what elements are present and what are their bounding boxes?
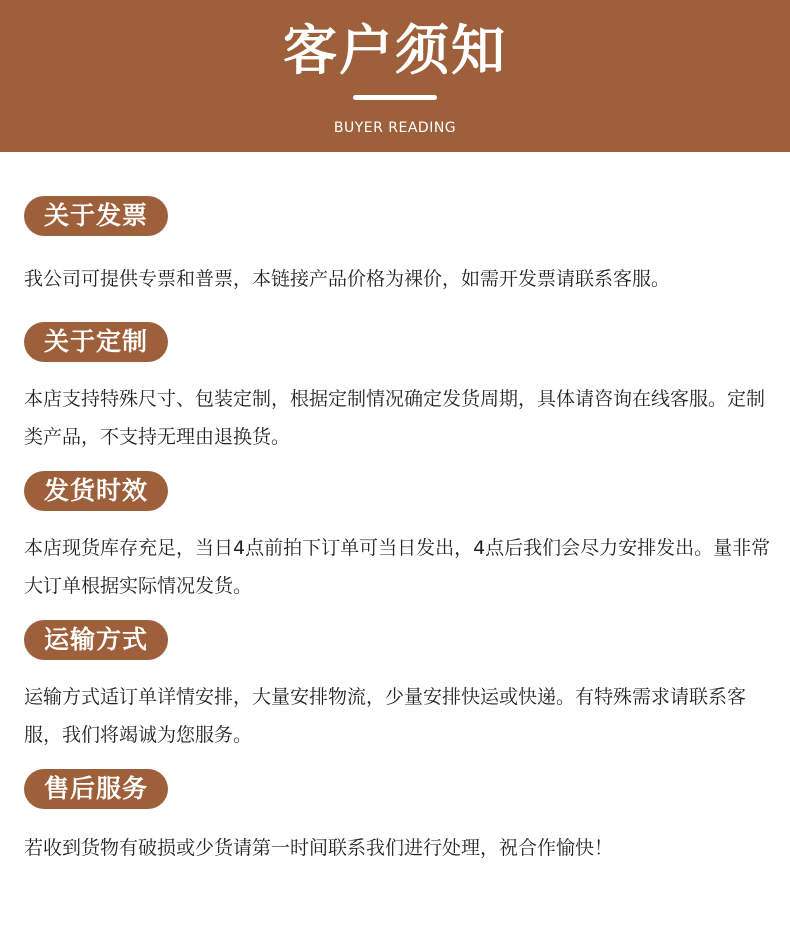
title-divider [353, 95, 437, 100]
section-after-sales [24, 769, 772, 867]
section-transport [24, 620, 772, 754]
section-shipping-time [24, 471, 772, 605]
section-heading-transport: 运输方式 [24, 620, 168, 660]
section-text-transport: 运输方式适订单详情安排，大量安排物流，少量安排快运或快递。有特殊需求请联系客服，我们将竭诚为您服务。 [24, 686, 747, 746]
section-text-customization: 本店支持特殊尺寸、包装定制，根据定制情况确定发货周期，具体请咨询在线客服。定制类产品，不支持无理由退换货。 [24, 388, 766, 448]
section-heading-after-sales: 售后服务 [24, 769, 168, 809]
section-text-shipping-time: 本店现货库存充足，当日4点前拍下订单可当日发出，4点后我们会尽力安排发出。量非常大订单根据实际情况发货。 [24, 537, 771, 597]
section-heading-shipping-time: 发货时效 [24, 471, 168, 511]
section-invoice [24, 196, 772, 298]
section-heading-customization: 关于定制 [24, 322, 168, 362]
page-subtitle: BUYER READING [333, 120, 457, 136]
section-text-after-sales: 若收到货物有破损或少货请第一时间联系我们进行处理，祝合作愉快！ [24, 837, 614, 859]
section-heading-invoice: 关于发票 [24, 196, 168, 236]
header-banner [0, 0, 790, 152]
section-customization [24, 322, 772, 456]
page-title: 客户须知 [283, 19, 507, 82]
section-text-invoice: 我公司可提供专票和普票，本链接产品价格为裸价，如需开发票请联系客服。 [24, 268, 671, 290]
